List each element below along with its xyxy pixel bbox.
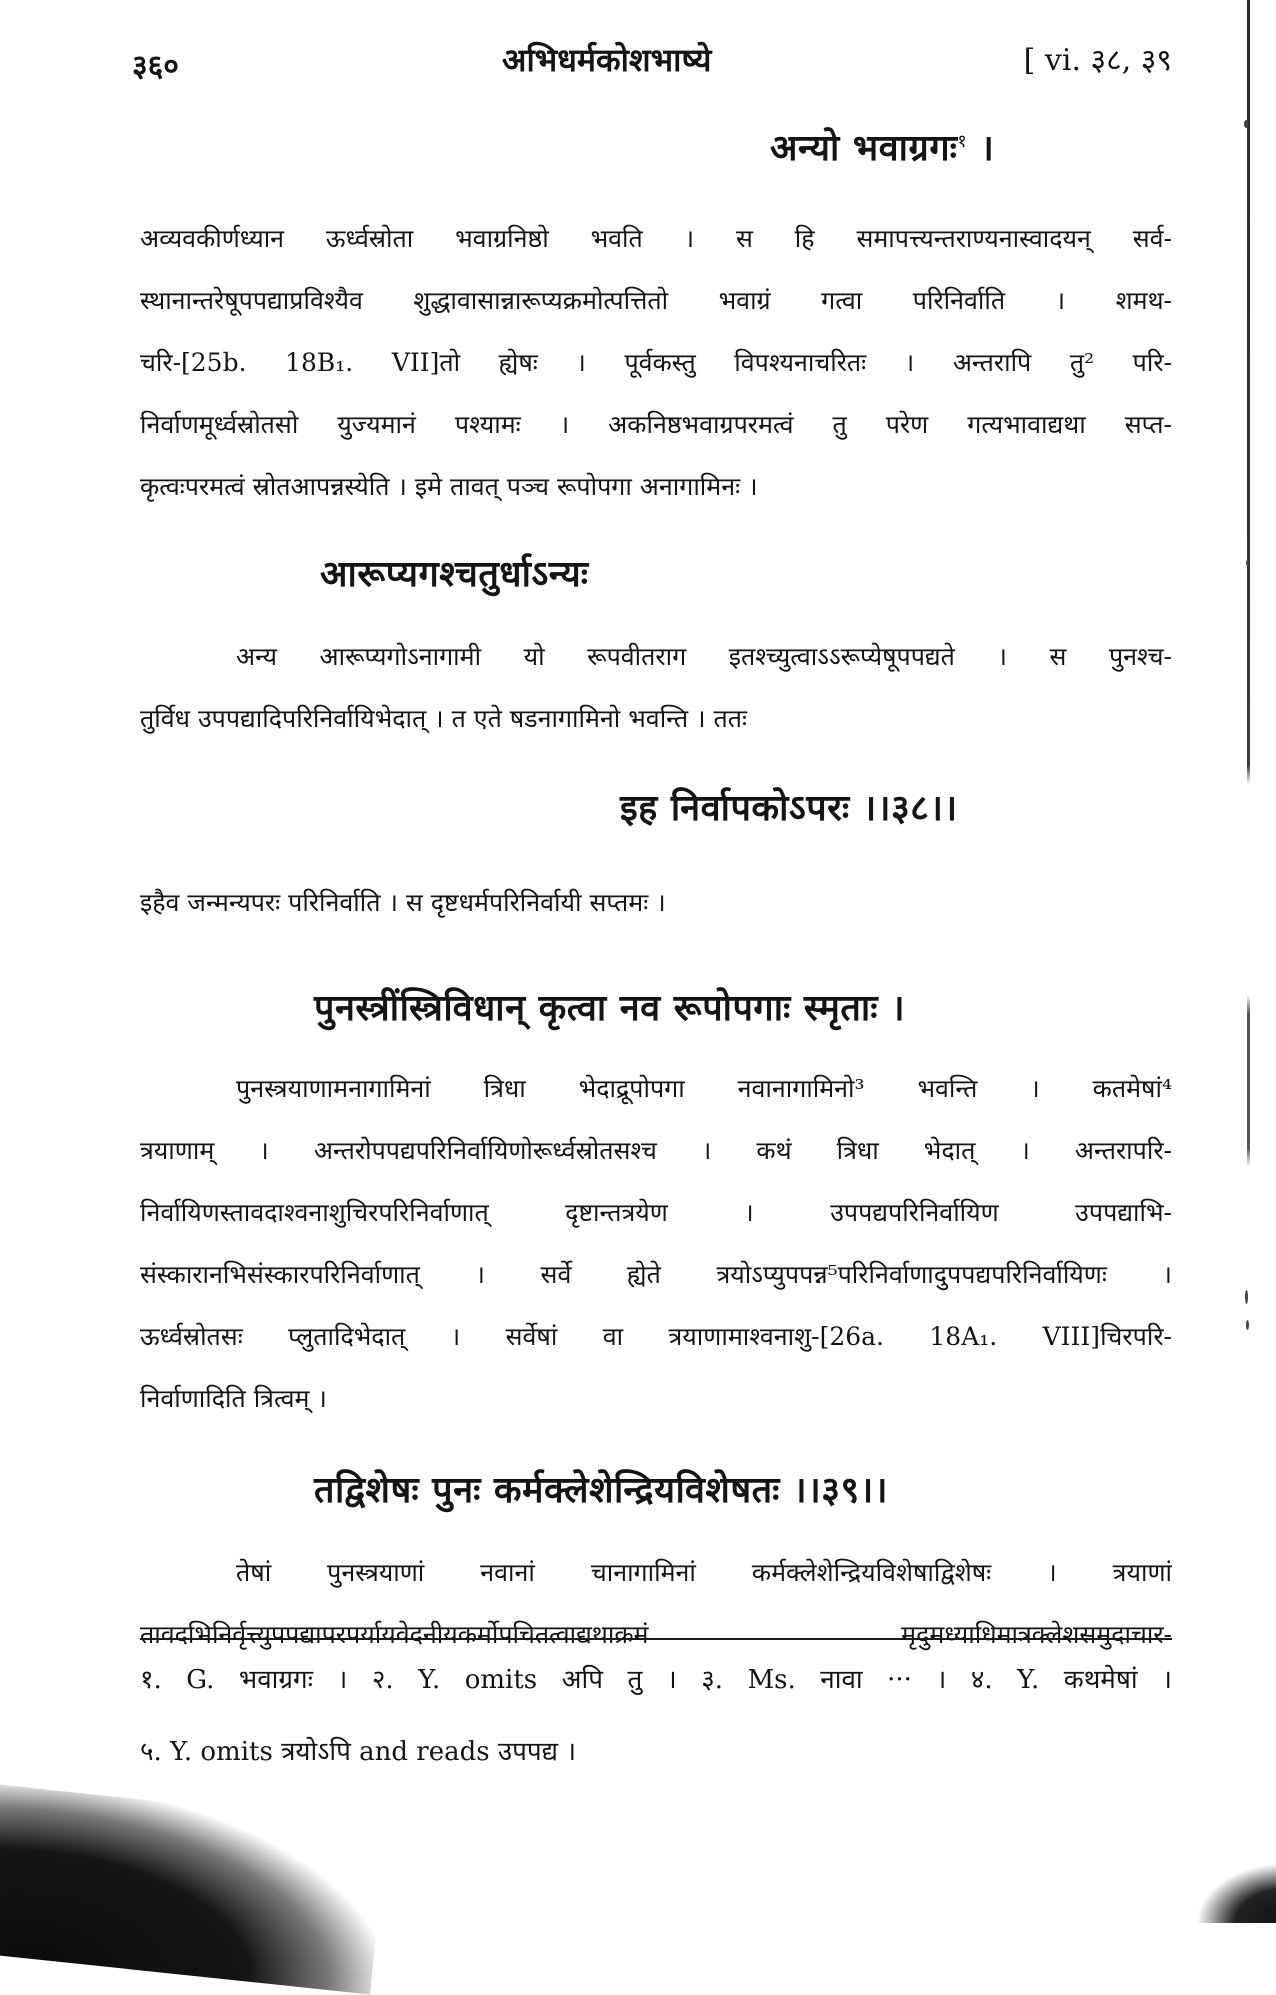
text-line: अन्य आरूप्यगोऽनागामी यो रूपवीतराग इतश्च्युत्वाऽऽरूप्येषूपपद्यते । स पुनश्च- [236,642,1172,671]
scan-speck [1246,1320,1249,1330]
commentary-paragraph-3 [140,872,1172,934]
scan-speck [1244,120,1248,128]
scan-corner-shadow [1196,1863,1276,1923]
text-line: तेषां पुनस्त्रयाणां नवानां चानागामिनां कर्मक्लेशेन्द्रियविशेषाद्विशेषः । त्रयाणां [236,1558,1172,1587]
verse-line-1 [770,122,994,171]
text-line: तावदभिनिर्वृत्त्युपपद्यापरपर्यायवेदनीयकर्मोपचितत्वाद्यथाक्रमं मृदुमध्याधिमात्रक्लेशसमुदाचार- [140,1620,1172,1649]
footnote-marker: १ [957,131,968,152]
scan-corner-shadow [0,1782,388,1995]
scan-edge-shadow [1247,0,1250,1913]
text-line: निर्वाणमूर्ध्वस्रोतसो युज्यमानं पश्यामः । अकनिष्ठभवाग्रपरमत्वं तु परेण गत्यभावाद्यथा सप्त- [140,410,1172,439]
scan-speck [1246,560,1249,566]
running-title: अभिधर्मकोशभाष्ये [502,41,712,79]
section-reference: [ vi. ३८, ३९ [1023,43,1172,78]
running-header [132,34,1172,84]
footnote-line: १. G. भवाग्रगः । २. Y. omits अपि तु । ३. Ms. नावा ··· । ४. Y. कथमेषां । [140,1665,1172,1695]
text-line: इहैव जन्मन्यपरः परिनिर्वाति । स दृष्टधर्मपरिनिर्वायी सप्तमः । [140,888,666,917]
footnote-line: ५. Y. omits त्रयोऽपि and reads उपपद्य । [140,1737,577,1767]
verse-line-3: इह निर्वापकोऽपरः ।।३८।। [620,787,958,829]
verse-danda: । [980,127,995,169]
text-line: अव्यवकीर्णध्यान ऊर्ध्वस्रोता भवाग्रनिष्ठो भवति । स हि समापत्त्यन्तराण्यनास्वादयन् सर्व- [140,224,1172,253]
footnote-rule [140,1638,1172,1640]
commentary-paragraph-4 [140,1058,1172,1430]
scan-speck [1245,1290,1248,1304]
text-line: तुर्विध उपपद्यादिपरिनिर्वायिभेदात् । त एते षडनागामिनो भवन्ति । ततः [140,704,748,733]
text-line: त्रयाणाम् । अन्तरोपपद्यपरिनिर्वायिणोरूर्ध्वस्रोतसश्च । कथं त्रिधा भेदात् । अन्तरापरि- [140,1136,1172,1165]
text-line: चरि-[25b. 18B₁. VII]तो ह्येषः । पूर्वकस्तु विपश्यनाचरितः । अन्तरापि तु² परि- [140,348,1172,377]
verse-text: अन्यो भवाग्रगः [770,127,958,169]
verse-line-5: तद्विशेषः पुनः कर्मक्लेशेन्द्रियविशेषतः ।।३९।। [314,1469,888,1511]
text-line: निर्वायिणस्तावदाश्वनाशुचिरपरिनिर्वाणात् दृष्टान्तत्रयेण । उपपद्यपरिनिर्वायिण उपपद्याभि- [140,1198,1172,1227]
commentary-paragraph-1 [140,208,1172,518]
commentary-paragraph-2 [140,626,1172,750]
text-line: पुनस्त्रयाणामनागामिनां त्रिधा भेदाद्रूपोपगा नवानागामिनो³ भवन्ति । कतमेषां⁴ [236,1074,1172,1103]
page-number: ३६० [132,49,179,84]
text-line: संस्कारानभिसंस्कारपरिनिर्वाणात् । सर्वे ह्येते त्रयोऽप्युपपन्न⁵परिनिर्वाणादुपपद्यपरिनिर्वायिणः । [140,1260,1172,1289]
text-line: कृत्वःपरमत्वं स्रोतआपन्नस्येति । इमे तावत् पञ्च रूपोपगा अनागामिनः । [140,472,758,501]
text-line: निर्वाणादिति त्रित्वम् । [140,1384,327,1413]
text-line: स्थानान्तरेषूपपद्याप्रविश्यैव शुद्धावासान्नारूप्यक्रमोत्पत्तितो भवाग्रं गत्वा परिनिर्वाति । शमथ- [140,286,1172,315]
verse-line-2: आरूप्यगश्चतुर्धाऽन्यः [320,553,589,595]
commentary-paragraph-5 [140,1542,1172,1666]
text-line: ऊर्ध्वस्रोतसः प्लुतादिभेदात् । सर्वेषां वा त्रयाणामाश्वनाशु-[26a. 18A₁. VIII]चिरपरि- [140,1322,1172,1351]
verse-line-4: पुनस्त्रींस्त्रिविधान् कृत्वा नव रूपोपगाः स्मृताः । [314,987,906,1029]
